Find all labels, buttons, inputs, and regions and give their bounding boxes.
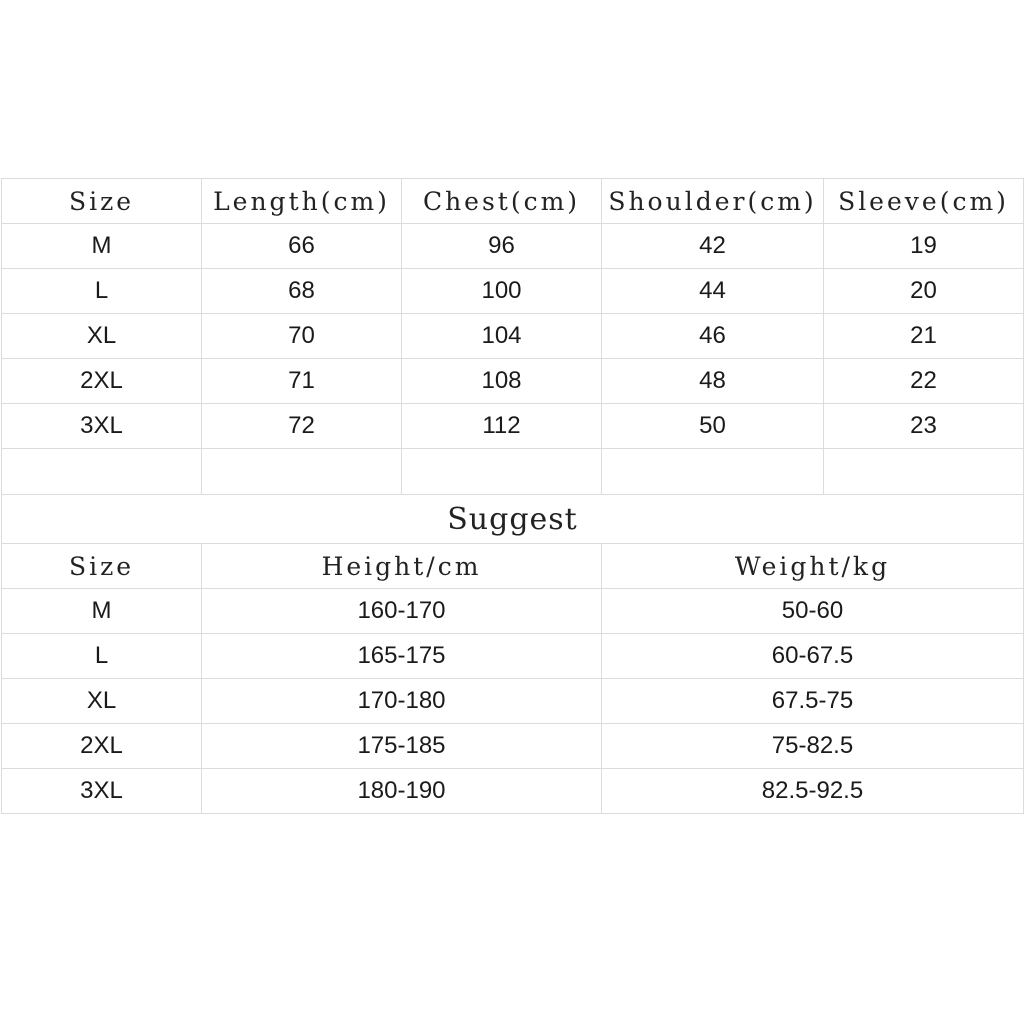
cell-chest: 112 — [402, 404, 602, 449]
cell-shoulder: 44 — [602, 269, 824, 314]
cell-weight: 50-60 — [602, 589, 1024, 634]
cell-shoulder: 46 — [602, 314, 824, 359]
blank-cell — [824, 449, 1024, 495]
cell-size: L — [2, 269, 202, 314]
cell-length: 68 — [202, 269, 402, 314]
cell-chest: 104 — [402, 314, 602, 359]
cell-length: 70 — [202, 314, 402, 359]
table-row — [2, 679, 1024, 724]
measurements-header-row — [2, 179, 1024, 224]
cell-chest: 96 — [402, 224, 602, 269]
cell-length: 72 — [202, 404, 402, 449]
cell-height: 165-175 — [202, 634, 602, 679]
cell-sleeve: 19 — [824, 224, 1024, 269]
blank-cell — [202, 449, 402, 495]
cell-sleeve: 23 — [824, 404, 1024, 449]
suggest-header-row — [2, 544, 1024, 589]
blank-cell — [402, 449, 602, 495]
cell-height: 160-170 — [202, 589, 602, 634]
cell-chest: 100 — [402, 269, 602, 314]
header-height: Height/cm — [202, 544, 602, 589]
suggest-title-row — [2, 495, 1024, 544]
cell-weight: 82.5-92.5 — [602, 769, 1024, 814]
cell-weight: 60-67.5 — [602, 634, 1024, 679]
header-weight: Weight/kg — [602, 544, 1024, 589]
cell-sleeve: 21 — [824, 314, 1024, 359]
table-row — [2, 634, 1024, 679]
suggest-title: Suggest — [2, 495, 1024, 544]
cell-shoulder: 48 — [602, 359, 824, 404]
cell-length: 66 — [202, 224, 402, 269]
table-row — [2, 769, 1024, 814]
cell-sleeve: 22 — [824, 359, 1024, 404]
cell-chest: 108 — [402, 359, 602, 404]
cell-height: 180-190 — [202, 769, 602, 814]
table-row — [2, 224, 1024, 269]
table-row — [2, 589, 1024, 634]
cell-size: XL — [2, 679, 202, 724]
header-chest: Chest(cm) — [402, 179, 602, 224]
table-row — [2, 314, 1024, 359]
cell-size: 2XL — [2, 359, 202, 404]
cell-size: 3XL — [2, 404, 202, 449]
header-shoulder: Shoulder(cm) — [602, 179, 824, 224]
table-row — [2, 724, 1024, 769]
cell-shoulder: 42 — [602, 224, 824, 269]
cell-size: M — [2, 589, 202, 634]
cell-sleeve: 20 — [824, 269, 1024, 314]
cell-weight: 75-82.5 — [602, 724, 1024, 769]
blank-cell — [602, 449, 824, 495]
cell-size: M — [2, 224, 202, 269]
cell-size: 2XL — [2, 724, 202, 769]
cell-shoulder: 50 — [602, 404, 824, 449]
header-size: Size — [2, 544, 202, 589]
header-length: Length(cm) — [202, 179, 402, 224]
blank-cell — [2, 449, 202, 495]
header-sleeve: Sleeve(cm) — [824, 179, 1024, 224]
cell-height: 175-185 — [202, 724, 602, 769]
cell-size: XL — [2, 314, 202, 359]
blank-row — [2, 449, 1024, 495]
size-chart-table — [1, 178, 1024, 814]
cell-length: 71 — [202, 359, 402, 404]
cell-height: 170-180 — [202, 679, 602, 724]
header-size: Size — [2, 179, 202, 224]
cell-size: 3XL — [2, 769, 202, 814]
table-row — [2, 269, 1024, 314]
table-row — [2, 359, 1024, 404]
cell-weight: 67.5-75 — [602, 679, 1024, 724]
cell-size: L — [2, 634, 202, 679]
table-row — [2, 404, 1024, 449]
